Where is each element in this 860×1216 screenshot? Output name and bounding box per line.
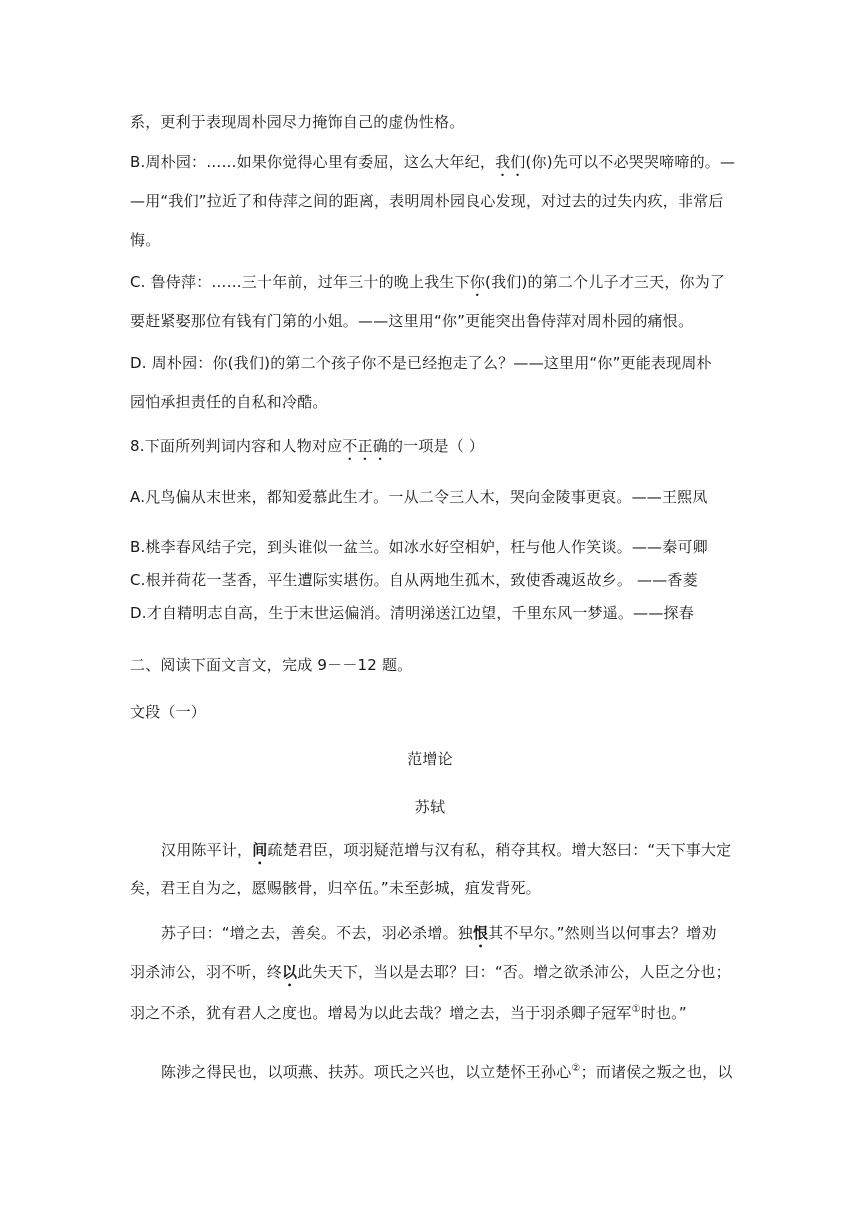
- q7-option-b-line3: 悔。: [130, 231, 161, 249]
- text-span: 疏楚君臣，项羽疑范增与汉有私，稍夺其权。增大怒曰：“天下事大定: [267, 841, 732, 859]
- emphasis-mark: 以: [282, 963, 298, 981]
- passage-title: 范增论: [407, 750, 453, 768]
- emphasis-mark: 不正确: [342, 437, 388, 455]
- paragraph-3-line1: [161, 1062, 733, 1082]
- q7-option-b-line2: —用“我们”拉近了和侍萍之间的距离，表明周朴园良心发现，对过去的过失内疚，非常后: [130, 192, 724, 210]
- q8-option-a: A.凡鸟偏从末世来，都知爱慕此生才。一从二令三人木，哭向金陵事更哀。——王熙凤: [130, 488, 708, 506]
- section-heading: 二、阅读下面文言文，完成 9－－12 题。: [130, 656, 413, 674]
- text-span: 的一项是（ ）: [387, 437, 485, 455]
- text-span: (你)先可以不必哭哭啼啼的。—: [525, 153, 736, 171]
- text-span: 8.下面所列判词内容和人物对应: [130, 437, 343, 455]
- text-span: C. 鲁侍萍：……三十年前，过年三十的晚上我生下: [130, 273, 470, 291]
- text-span: 此失天下，当以是去耶？曰：“否。增之欲杀沛公，人臣之分也；: [297, 963, 731, 981]
- q7-option-b-line1: [130, 152, 735, 180]
- text-span: B.周朴园：……如果你觉得心里有委屈，这么大年纪，: [130, 153, 496, 171]
- paragraph-1-line1: [161, 840, 731, 868]
- paragraph-2-line3: [130, 1003, 687, 1023]
- footnote-marker: ②: [571, 1063, 581, 1074]
- emphasis-mark: 恨: [472, 924, 489, 942]
- q7-option-c-line1: [130, 272, 725, 300]
- text-span: 羽之不杀，犹有君人之度也。增曷为以此去哉？增之去，当于羽杀卿子冠军: [130, 1004, 632, 1022]
- q8-option-c: C.根并荷花一茎香，平生遭际实堪伤。自从两地生孤木，致使香魂返故乡。 ——香菱: [130, 571, 698, 589]
- text-span: 汉用陈平计，: [161, 841, 253, 859]
- emphasis-mark: 你: [469, 273, 486, 291]
- text-span: 羽杀沛公，羽不听，终: [130, 963, 283, 981]
- passage-author: 苏轼: [414, 798, 446, 816]
- text-span: 陈涉之得民也，以项燕、扶苏。项氏之兴也，以立楚怀王孙心: [161, 1063, 572, 1081]
- q8-stem: [130, 436, 484, 464]
- text-span: 时也。”: [640, 1004, 687, 1022]
- q7-option-d-line1: D. 周朴园：你(我们)的第二个孩子你不是已经抱走了么？——这里用“你”更能表现周朴: [130, 354, 712, 372]
- q7-option-c-line2: 要赶紧娶那位有钱有门第的小姐。——这里用“你”更能突出鲁侍萍对周朴园的痛恨。: [130, 312, 694, 330]
- paragraph-2-line2: [130, 962, 731, 990]
- paragraph-2-line1: [161, 923, 717, 951]
- text-span: ；而诸侯之叛之也，以: [580, 1063, 733, 1081]
- emphasis-mark: 我们: [495, 153, 526, 171]
- text-span: 苏子曰：“增之去，善矣。不去，羽必杀增。独: [161, 924, 473, 942]
- text-span: 其不早尔。”然则当以何事去？增劝: [488, 924, 717, 942]
- paragraph-1-line2: 矣，君王自为之，愿赐骸骨，归卒伍。”未至彭城，疽发背死。: [130, 879, 541, 897]
- q8-option-d: D.才自精明志自高，生于末世运偏消。清明涕送江边望，千里东风一梦遥。——探春: [130, 604, 694, 622]
- q8-option-b: B.桃李春风结子完，到头谁似一盆兰。如冰水好空相妒，枉与他人作笑谈。——秦可卿: [130, 538, 708, 556]
- passage-label: 文段（一）: [130, 703, 207, 721]
- q7-option-d-line2: 园怕承担责任的自私和冷酷。: [130, 393, 328, 411]
- emphasis-mark: 间: [252, 841, 268, 859]
- q7-option-a-continuation: 系，更利于表现周朴园尽力掩饰自己的虚伪性格。: [130, 113, 465, 131]
- footnote-marker: ①: [631, 1004, 641, 1015]
- text-span: (我们)的第二个儿子才三天，你为了: [485, 273, 726, 291]
